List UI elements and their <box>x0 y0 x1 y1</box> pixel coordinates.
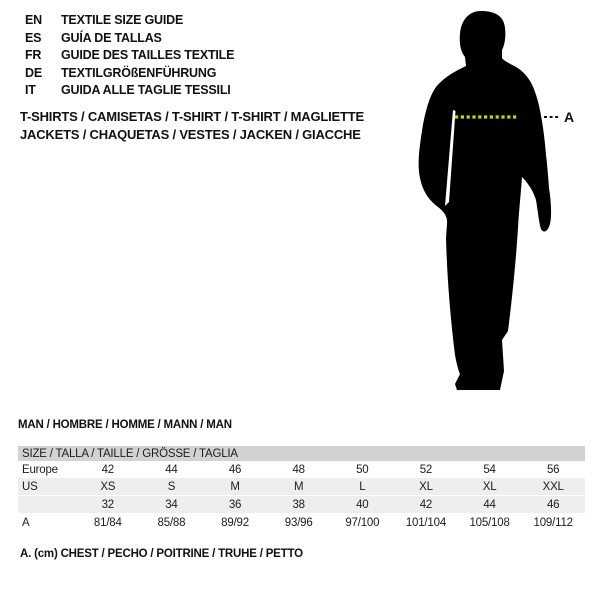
table-cell: 105/108 <box>469 516 510 529</box>
table-cell: 52 <box>419 463 433 476</box>
garment-categories <box>20 108 364 143</box>
table-cell: M <box>267 478 331 496</box>
table-cell: 44 <box>458 496 522 514</box>
table-header-row <box>18 446 585 461</box>
row-label: A <box>22 516 30 529</box>
table-row-numeric <box>18 496 585 514</box>
table-cell: 36 <box>203 496 267 514</box>
language-label: GUIDE DES TAILLES TEXTILE <box>61 48 235 62</box>
list-item <box>25 65 234 83</box>
table-cell: 34 <box>140 496 204 514</box>
list-item <box>25 30 234 48</box>
language-label: GUIDA ALLE TAGLIE TESSILI <box>61 83 231 97</box>
table-cell: 50 <box>356 463 369 476</box>
row-label <box>18 496 76 514</box>
table-cell: 54 <box>483 463 496 476</box>
table-cell: 101/104 <box>405 516 447 529</box>
table-cell: M <box>203 478 267 496</box>
size-table <box>18 446 585 531</box>
table-cell: 42 <box>101 463 115 476</box>
table-row-chest-a <box>18 514 585 532</box>
table-cell: XS <box>76 478 140 496</box>
table-cell: 93/96 <box>284 516 313 529</box>
language-label: TEXTILGRÖßENFÜHRUNG <box>61 65 217 80</box>
table-cell: 81/84 <box>93 516 122 529</box>
table-cell: 56 <box>546 463 560 476</box>
language-code: ES <box>25 30 42 45</box>
list-item <box>25 82 234 100</box>
language-code: EN <box>25 13 42 27</box>
table-cell: L <box>331 478 395 496</box>
table-cell: 40 <box>331 496 395 514</box>
man-silhouette-figure <box>405 0 590 400</box>
size-table-header: SIZE / TALLA / TAILLE / GRÖSSE / TAGLIA <box>18 446 585 461</box>
table-cell: 89/92 <box>221 516 249 529</box>
list-item <box>25 12 234 30</box>
table-cell: 46 <box>521 496 585 514</box>
table-cell: XL <box>458 478 522 496</box>
table-cell: 48 <box>292 463 305 476</box>
measure-label-a: A <box>564 109 574 125</box>
table-cell: 42 <box>394 496 458 514</box>
list-item <box>25 47 234 65</box>
man-silhouette <box>405 0 590 400</box>
measurement-legend: A. (cm) CHEST / PECHO / POITRINE / TRUHE / PETTO <box>20 548 303 560</box>
table-cell: 38 <box>267 496 331 514</box>
row-label: Europe <box>22 463 58 476</box>
table-row-europe <box>18 461 585 478</box>
language-code: FR <box>25 48 42 62</box>
table-row-us <box>18 478 585 496</box>
table-cell: 85/88 <box>157 516 186 529</box>
table-cell: 97/100 <box>345 516 380 529</box>
silhouette-path <box>419 11 551 390</box>
table-cell: S <box>140 478 204 496</box>
table-cell: 32 <box>76 496 140 514</box>
language-list <box>25 12 234 100</box>
table-cell: 46 <box>228 463 242 476</box>
language-code: DE <box>25 65 42 80</box>
gender-heading: MAN / HOMBRE / HOMME / MANN / MAN <box>18 419 232 431</box>
table-cell: 109/112 <box>533 516 573 529</box>
language-label: TEXTILE SIZE GUIDE <box>61 13 184 27</box>
language-label: GUÍA DE TALLAS <box>61 30 162 45</box>
language-code: IT <box>25 83 36 97</box>
table-cell: 44 <box>165 463 178 476</box>
row-label: US <box>18 478 76 496</box>
table-cell: XL <box>394 478 458 496</box>
category-line-jackets: JACKETS / CHAQUETAS / VESTES / JACKEN / GIACCHE <box>20 126 361 142</box>
table-cell: XXL <box>521 478 585 496</box>
category-line-tshirts: T-SHIRTS / CAMISETAS / T-SHIRT / T-SHIRT / MAGLIETTE <box>20 109 364 124</box>
